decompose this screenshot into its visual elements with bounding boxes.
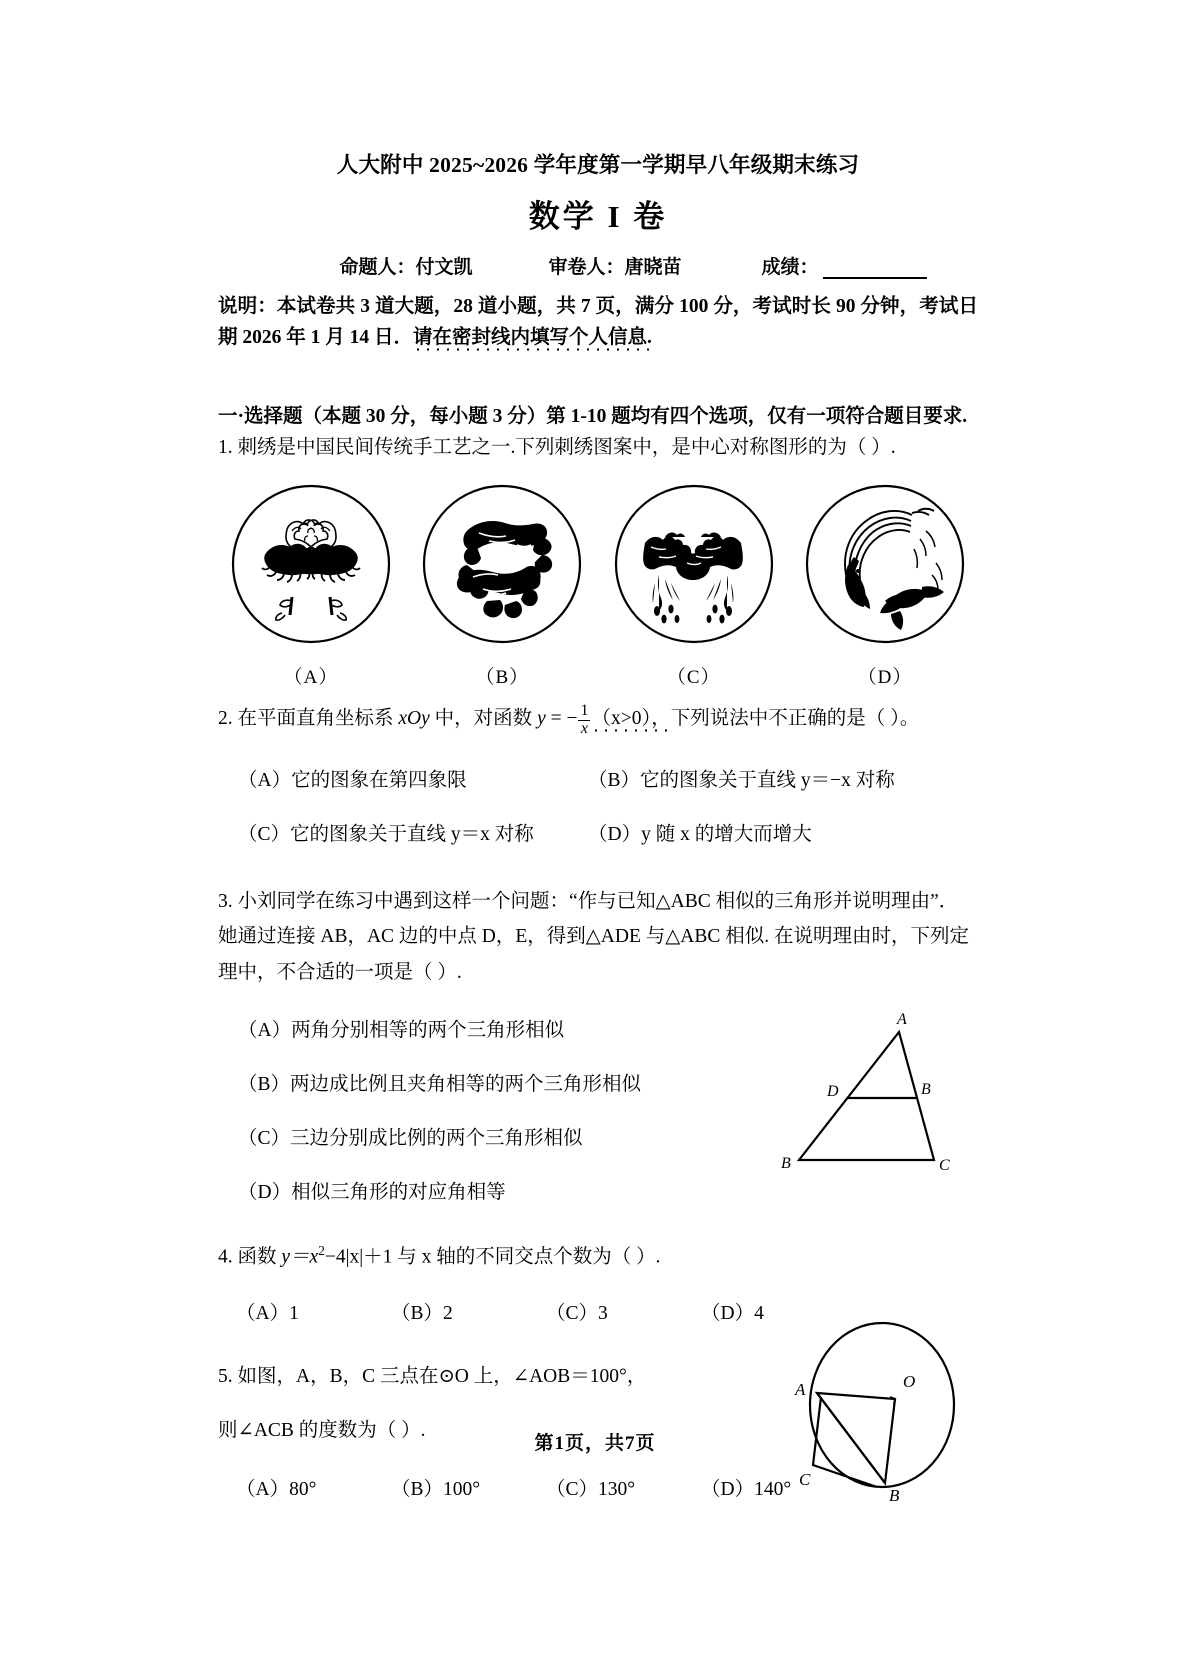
section-one-heading: 一·选择题（本题 30 分，每小题 3 分）第 1-10 题均有四个选项，仅有一项符合题目要求. — [218, 405, 968, 427]
triangle-label-a: A — [897, 1011, 907, 1029]
circle-o-inscribed-angle-figure — [777, 1315, 982, 1506]
q4-text-c: −4|x|＋1 与 x 轴的不同交点个数为（ ）. — [324, 1246, 661, 1268]
option-figure-c-label: （C） — [666, 667, 721, 689]
circle-label-b: B — [889, 1486, 900, 1506]
q4-option-b[interactable]: （B）2 — [391, 1303, 453, 1325]
instructions-emphasis: 请在密封线内填写个人信息. — [413, 327, 652, 351]
question-3-line-2: 她通过连接 AB，AC 边的中点 D，E，得到△ADE 与△ABC 相似. 在说明理由时，下列定 — [218, 926, 969, 948]
embroidery-phoenix-icon — [800, 479, 970, 651]
triangle-label-b: B — [781, 1155, 791, 1173]
page-title: 数学 I 卷 — [528, 199, 668, 234]
q2-fraction — [578, 703, 590, 737]
q2-fraction-numerator: 1 — [580, 702, 589, 720]
q4-option-d[interactable]: （D）4 — [701, 1303, 764, 1325]
q4-exponent: 2 — [318, 1243, 325, 1259]
question-5-line-2: 则∠ACB 的度数为（ ）. — [218, 1419, 426, 1441]
question-4-text — [218, 1240, 978, 1273]
q4-text-b: y＝x — [281, 1246, 319, 1268]
q2-text-before: 2. 在平面直角坐标系 — [218, 708, 399, 730]
question-1-figure-row — [218, 479, 978, 689]
q2-option-b[interactable]: （B）它的图象关于直线 y＝−x 对称 — [588, 769, 895, 791]
question-3-line-1: 3. 小刘同学在练习中遇到这样一个问题：“作与已知△ABC 相似的三角形并说明理由”． — [218, 890, 959, 912]
school-exam-title: 人大附中 2025~2026 学年度第一学期早八年级期末练习 — [336, 153, 860, 177]
instructions-main: 说明：本试卷共 3 道大题，28 道小题，共 7 页，满分 100 分，考试时长 90 分钟，考试日期 2026 年 1 月 14 日． — [218, 296, 978, 348]
q3-option-d[interactable]: （D）相似三角形的对应角相等 — [238, 1182, 506, 1204]
option-figure-a[interactable] — [226, 479, 396, 689]
option-figure-d[interactable] — [800, 479, 970, 689]
triangle-label-c: C — [939, 1157, 950, 1175]
score-blank-field[interactable] — [823, 262, 927, 279]
page-footer: 第1页，共7页 — [534, 1433, 656, 1454]
q2-option-c[interactable]: （C）它的图象关于直线 y＝x 对称 — [238, 823, 534, 845]
q3-option-a[interactable]: （A）两角分别相等的两个三角形相似 — [238, 1020, 565, 1042]
q5-option-a[interactable]: （A）80° — [236, 1478, 317, 1500]
q3-option-c[interactable]: （C）三边分别成比例的两个三角形相似 — [238, 1128, 583, 1150]
q2-text-mid: 中，对函数 — [429, 708, 538, 730]
option-figure-b[interactable] — [417, 479, 587, 689]
q2-option-a[interactable]: （A）它的图象在第四象限 — [238, 769, 467, 791]
question-3-line-3: 理中，不合适的一项是（ ）. — [218, 961, 462, 983]
question-5-line-1: 5. 如图，A，B，C 三点在⊙O 上，∠AOB＝100°， — [218, 1366, 647, 1388]
triangle-abc-de-figure — [769, 1010, 984, 1210]
q5-option-d[interactable]: （D）140° — [701, 1478, 792, 1500]
q2-text-after: 下列说法中不正确的是（ ）。 — [670, 708, 920, 730]
triangle-label-d: D — [827, 1083, 839, 1101]
q2-eq: = − — [545, 708, 578, 730]
q3-option-b[interactable]: （B）两边成比例且夹角相等的两个三角形相似 — [238, 1074, 642, 1096]
question-1-text: 1. 刺绣是中国民间传统手工艺之一.下列刺绣图案中，是中心对称图形的为（ ）. — [218, 436, 896, 458]
option-figure-b-label: （B） — [475, 667, 530, 689]
circle-label-o: O — [903, 1372, 916, 1392]
circle-label-c: C — [799, 1470, 811, 1490]
option-figure-d-label: （D） — [857, 667, 913, 689]
page-content — [218, 148, 978, 1506]
q2-var-xoy: xOy — [398, 708, 430, 730]
q2-condition: （x>0）， — [591, 708, 670, 732]
embroidery-butterfly-pair-icon — [226, 479, 396, 651]
q2-fraction-denominator: x — [578, 720, 590, 738]
question-2-options-row-1 — [218, 764, 978, 792]
option-figure-c[interactable] — [609, 479, 779, 689]
q2-option-d[interactable]: （D）y 随 x 的增大而增大 — [588, 823, 812, 845]
question-3-block — [218, 886, 978, 1205]
embroidery-floral-ring-icon — [417, 479, 587, 651]
q5-option-b[interactable]: （B）100° — [391, 1478, 481, 1500]
q2-func-y: y — [537, 708, 546, 730]
score-label: 成绩： — [761, 257, 819, 278]
exam-meta-row — [218, 252, 978, 279]
q5-option-c[interactable]: （C）130° — [546, 1478, 636, 1500]
q4-option-c[interactable]: （C）3 — [546, 1303, 608, 1325]
reviewer-label: 审卷人：唐晓苗 — [548, 257, 682, 278]
triangle-label-b-mid: B — [921, 1081, 931, 1099]
q4-text-a: 4. 函数 — [218, 1246, 282, 1268]
q4-option-a[interactable]: （A）1 — [236, 1303, 299, 1325]
question-2-text — [218, 703, 978, 737]
option-figure-a-label: （A） — [283, 667, 339, 689]
circle-label-a: A — [795, 1380, 806, 1400]
author-label: 命题人：付文凯 — [339, 257, 473, 278]
embroidery-peacock-pair-icon — [609, 479, 779, 651]
question-2-options-row-2 — [218, 818, 978, 846]
exam-instructions — [218, 292, 978, 354]
